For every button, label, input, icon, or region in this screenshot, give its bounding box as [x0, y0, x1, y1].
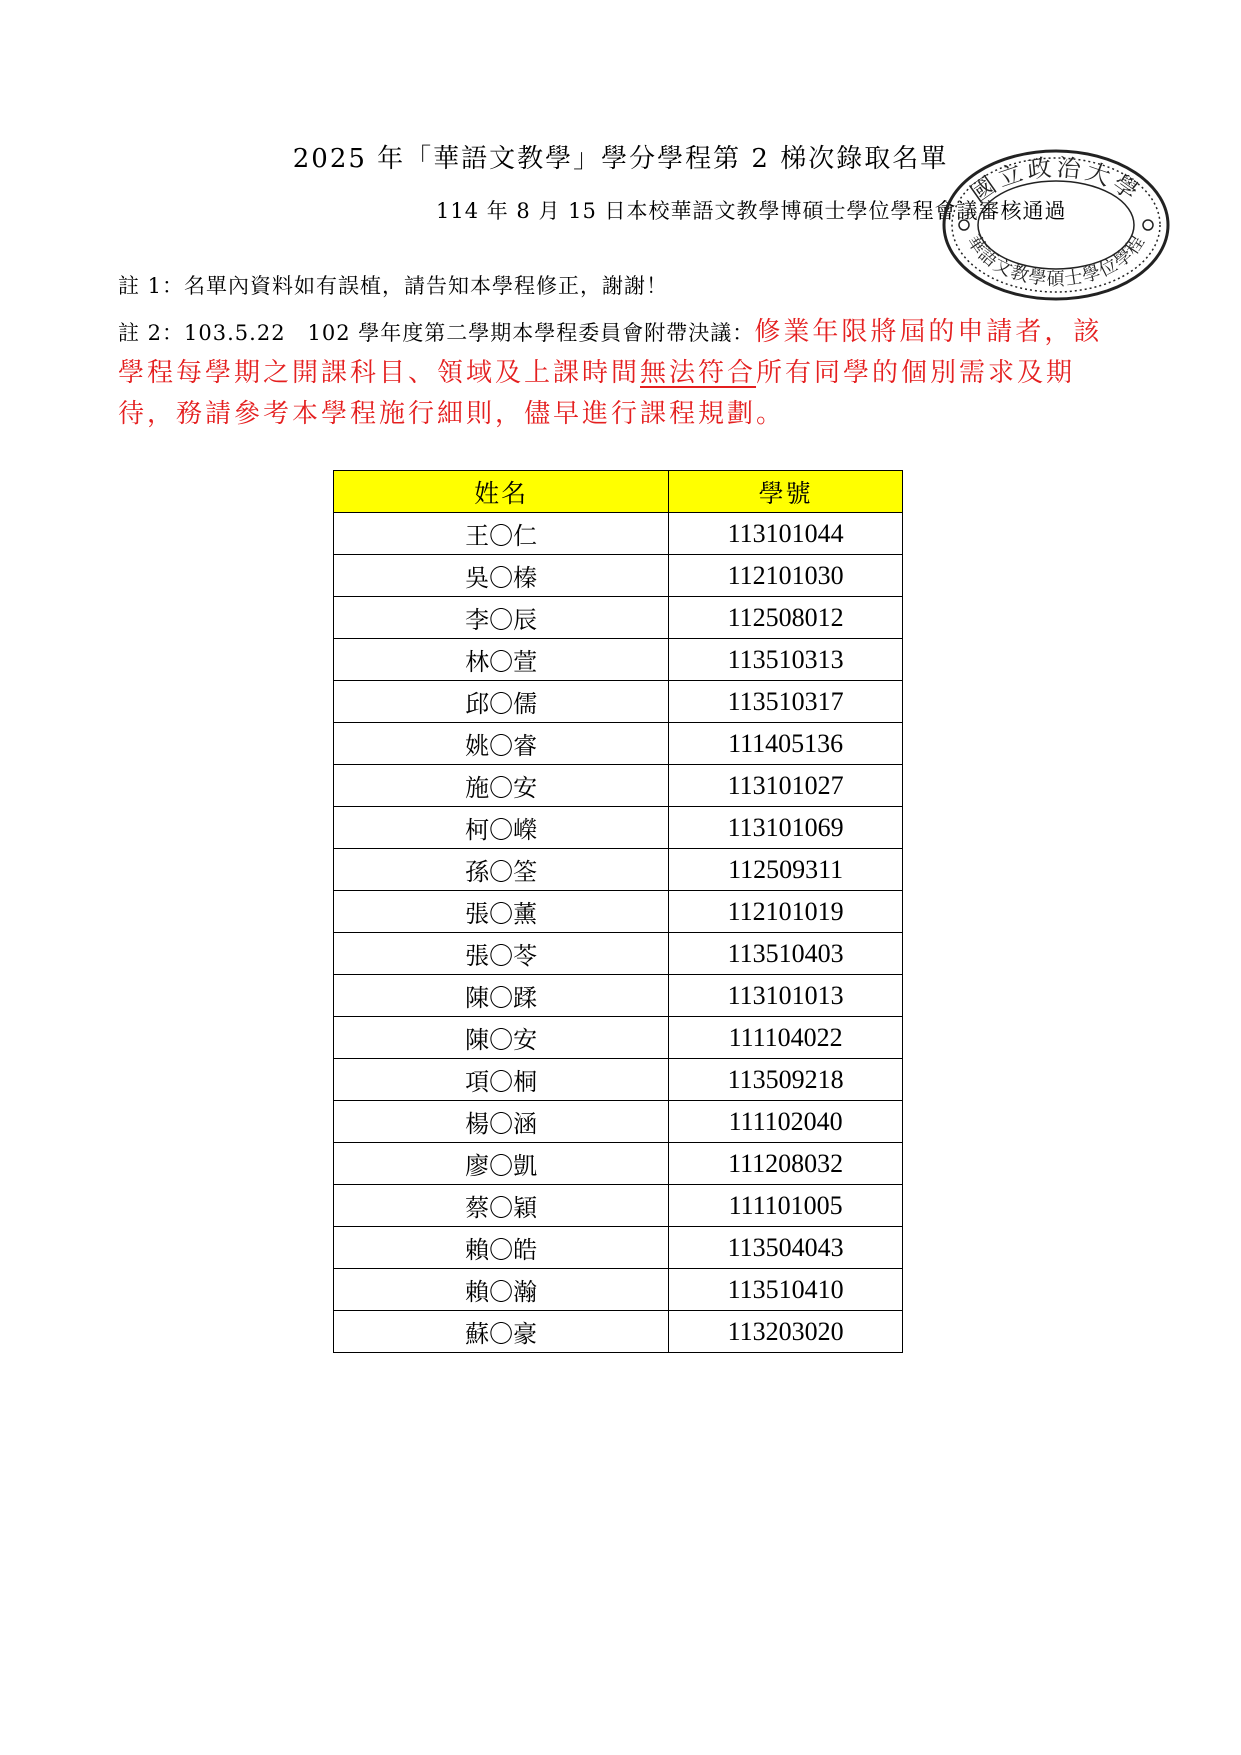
- seal-bottom-text: 華語文教學碩士學位學程: [962, 231, 1150, 290]
- student-name-cell: 邱〇儒: [334, 681, 669, 723]
- table-row: [334, 723, 903, 765]
- plum-blossom-icon: [959, 220, 1153, 230]
- column-header-student-id: 學號: [669, 471, 903, 513]
- student-id-cell: 111208032: [669, 1143, 903, 1185]
- student-id-cell: 113101044: [669, 513, 903, 555]
- student-name-cell: 項〇桐: [334, 1059, 669, 1101]
- column-header-name: 姓名: [334, 471, 669, 513]
- note-2-underlined-phrase: 無法符合: [640, 358, 757, 388]
- student-name-cell: 李〇辰: [334, 597, 669, 639]
- note-2-warning-part2: 所有同學的個別需求及期待，務請參考本學程施行細則，儘早進行課程規劃。: [118, 358, 1076, 429]
- note-2-label: 註 2：103.5.22 102 學年度第二學期本學程委員會附帶決議：: [118, 321, 755, 345]
- table-row: [334, 1143, 903, 1185]
- student-id-cell: 113510410: [669, 1269, 903, 1311]
- student-name-cell: 蘇〇豪: [334, 1311, 669, 1353]
- student-id-cell: 111104022: [669, 1017, 903, 1059]
- note-1: 註 1：名單內資料如有誤植，請告知本學程修正，謝謝！: [118, 274, 669, 298]
- table-row: [334, 1227, 903, 1269]
- student-id-cell: 111405136: [669, 723, 903, 765]
- student-name-cell: 姚〇睿: [334, 723, 669, 765]
- student-id-cell: 113101013: [669, 975, 903, 1017]
- student-name-cell: 陳〇蹂: [334, 975, 669, 1017]
- student-name-cell: 賴〇皓: [334, 1227, 669, 1269]
- student-name-cell: 王〇仁: [334, 513, 669, 555]
- student-id-cell: 112101030: [669, 555, 903, 597]
- student-name-cell: 張〇薰: [334, 891, 669, 933]
- student-name-cell: 蔡〇穎: [334, 1185, 669, 1227]
- seal-top-text: 國立政治大學: [965, 153, 1147, 208]
- student-id-cell: 113504043: [669, 1227, 903, 1269]
- note-2: [118, 312, 1128, 435]
- table-row: [334, 933, 903, 975]
- student-name-cell: 廖〇凱: [334, 1143, 669, 1185]
- svg-text:國立政治大學: [965, 153, 1146, 208]
- table-row: [334, 891, 903, 933]
- table-row: [334, 681, 903, 723]
- student-id-cell: 112509311: [669, 849, 903, 891]
- table-row: [334, 597, 903, 639]
- student-name-cell: 施〇安: [334, 765, 669, 807]
- student-id-cell: 111102040: [669, 1101, 903, 1143]
- student-id-cell: 113101027: [669, 765, 903, 807]
- table-row: [334, 1101, 903, 1143]
- table-row: [334, 1185, 903, 1227]
- student-id-cell: 113510403: [669, 933, 903, 975]
- student-id-cell: 113510313: [669, 639, 903, 681]
- official-seal-stamp: [936, 145, 1176, 305]
- table-row: [334, 1059, 903, 1101]
- table-row: [334, 513, 903, 555]
- student-name-cell: 柯〇嶸: [334, 807, 669, 849]
- student-id-cell: 113101069: [669, 807, 903, 849]
- student-id-cell: 113510317: [669, 681, 903, 723]
- table-row: [334, 555, 903, 597]
- student-name-cell: 孫〇筌: [334, 849, 669, 891]
- approval-note: 114 年 8 月 15 日本校華語文教學博碩士學位學程會議審核通過: [436, 199, 1067, 223]
- table-row: [334, 807, 903, 849]
- student-id-cell: 112101019: [669, 891, 903, 933]
- admission-list-table: [333, 470, 903, 1353]
- table-row: [334, 765, 903, 807]
- table-row: [334, 1311, 903, 1353]
- student-name-cell: 楊〇涵: [334, 1101, 669, 1143]
- note-2-warning-part1: 修業年限將屆的申請者，該學程每學期之開課科目、領域及上課時間: [118, 317, 1103, 388]
- student-name-cell: 陳〇安: [334, 1017, 669, 1059]
- table-row: [334, 1017, 903, 1059]
- table-header-row: [334, 471, 903, 513]
- student-name-cell: 賴〇瀚: [334, 1269, 669, 1311]
- student-name-cell: 張〇苓: [334, 933, 669, 975]
- student-id-cell: 113509218: [669, 1059, 903, 1101]
- student-name-cell: 吳〇榛: [334, 555, 669, 597]
- student-id-cell: 112508012: [669, 597, 903, 639]
- student-id-cell: 113203020: [669, 1311, 903, 1353]
- student-id-cell: 111101005: [669, 1185, 903, 1227]
- table-row: [334, 639, 903, 681]
- table-row: [334, 975, 903, 1017]
- table-row: [334, 1269, 903, 1311]
- document-title: 2025 年「華語文教學」學分學程第 2 梯次錄取名單: [292, 144, 949, 174]
- svg-text:華語文教學碩士學位學程: [963, 231, 1150, 290]
- table-row: [334, 849, 903, 891]
- student-name-cell: 林〇萱: [334, 639, 669, 681]
